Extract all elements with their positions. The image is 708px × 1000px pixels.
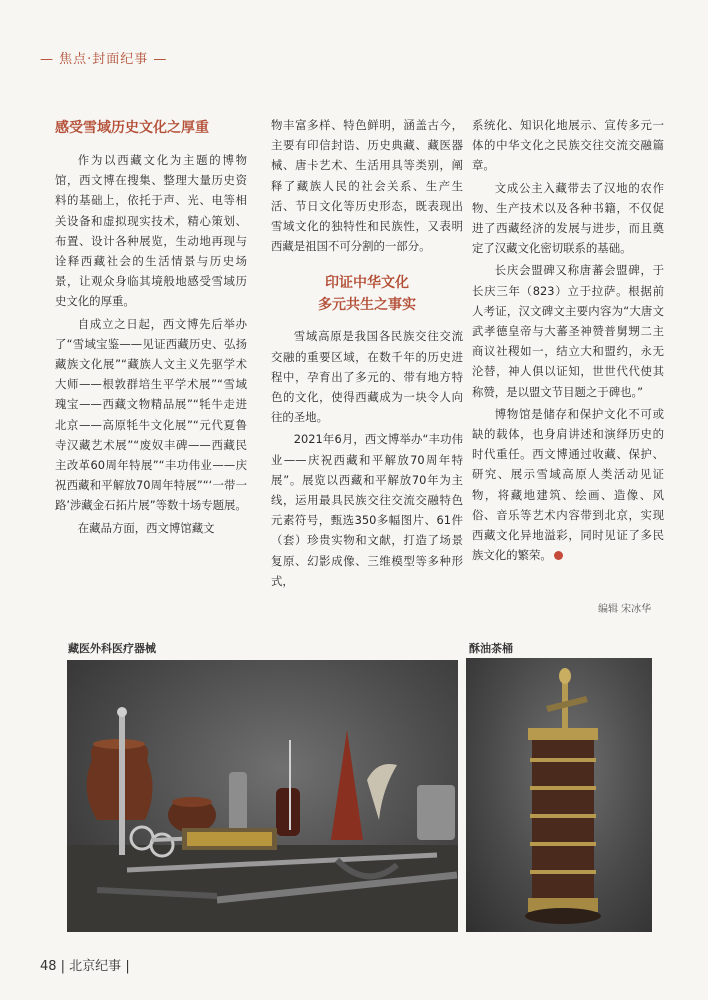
section-header: — 焦点·封面纪事 —: [40, 52, 168, 67]
paragraph: 作为以西藏文化为主题的博物馆，西文博在搜集、整理大量历史资料的基础上，依托于声、光、电等相关设备和虚拟现实技术，精心策划、布置、设计各种展览，生动地再现与诠释西藏社会的生活情景与历史场景，让观众身临其境般地感受雪域历史文化的厚重。: [55, 153, 247, 309]
article-column-3: [472, 115, 664, 567]
paragraph-text: 博物馆是储存和保护文化不可或缺的载体，也身肩讲述和演绎历史的时代重任。西文博通过收藏、保护、研究、展示雪域高原人类活动见证物，将藏地建筑、绘画、造像、风俗、音乐等艺术内容带到北京，实现西藏文化异地溢彩，同时见证了多民族文化的繁荣。: [472, 406, 664, 563]
paragraph: 系统化、知识化地展示、宣传多元一体的中华文化之民族交往交流交融篇章。: [472, 118, 664, 173]
page-footer: 48 | 北京纪事 |: [40, 959, 130, 974]
article-column-1: [55, 118, 247, 540]
photo-caption-left: 藏医外科医疗器械: [68, 642, 156, 655]
paragraph: 在藏品方面，西文博馆藏文: [77, 520, 215, 535]
paragraph: 雪域高原是我国各民族交往交流交融的重要区域，在数千年的历史进程中，孕育出了多元的、带有地方特色的文化，使得西藏成为一块令人向往的圣地。: [271, 329, 463, 425]
paragraph: 自成立之日起，西文博先后举办了“雪域宝鉴——见证西藏历史、弘扬藏族文化展”“藏族人文主义先驱学术大师——根敦群培生平学术展”“雪域瑰宝——西藏文物精品展”“牦牛走进北京——高原牦牛文化展”“元代夏鲁寺汉藏艺术展”“废奴丰碑——西藏民主改革60周年特展”“丰功伟业——庆祝西藏和平解放70周年特展”“‘一带一路’涉藏金石拓片展”等数十场专题展。: [55, 316, 247, 513]
editor-credit: 编辑 宋冰华: [598, 604, 652, 615]
butter-tea-churn-photo: [466, 658, 652, 932]
paragraph: 物丰富多样、特色鲜明，涵盖古今，主要有印信封诰、历史典藏、藏医器械、唐卡艺术、生活用具等类别，阐释了藏族人民的社会关系、生产生活、节日文化等历史形态，既表现出雪域文化的独特性和民族性，又表明西藏是祖国不可分割的一部分。: [271, 118, 463, 254]
paragraph: [472, 404, 664, 566]
section-title-2-line-1: 印证中华文化: [325, 275, 409, 292]
article-end-icon: [554, 551, 563, 560]
paragraph: 长庆会盟碑又称唐蕃会盟碑，于长庆三年（823）立于拉萨。根据前人考证，汉文碑文主要内容为“大唐文武孝德皇帝与大蕃圣神赞普舅甥二主商议社稷如一，结立大和盟约，永无沦替，神人俱以证知，世世代代使其称赞，是以盟文节目题之于碑也。”: [472, 263, 664, 399]
section-title-2: [271, 272, 463, 316]
section-title-2-line-2: 多元共生之事实: [318, 297, 416, 314]
article-column-2: [271, 115, 463, 593]
paragraph: 文成公主入藏带去了汉地的农作物、生产技术以及各种书籍，不仅促进了西藏经济的发展与进步，而且奠定了汉藏文化密切联系的基础。: [472, 180, 664, 256]
medical-instruments-photo: [67, 660, 458, 932]
paragraph: 2021年6月，西文博举办“丰功伟业——庆祝西藏和平解放70周年特展”。展览以西藏和平解放70年为主线，运用最具民族交往交流交融特色元素符号，甄选350多幅图片、61件（套）珍贵实物和文献，打造了场景复原、幻影成像、三维模型等多种形式，: [271, 432, 463, 588]
photo-caption-right: 酥油茶桶: [469, 642, 513, 655]
butter-tea-churn-illustration: [466, 658, 652, 932]
section-title-1: 感受雪域历史文化之厚重: [55, 120, 209, 136]
medical-instruments-illustration: [67, 660, 458, 932]
